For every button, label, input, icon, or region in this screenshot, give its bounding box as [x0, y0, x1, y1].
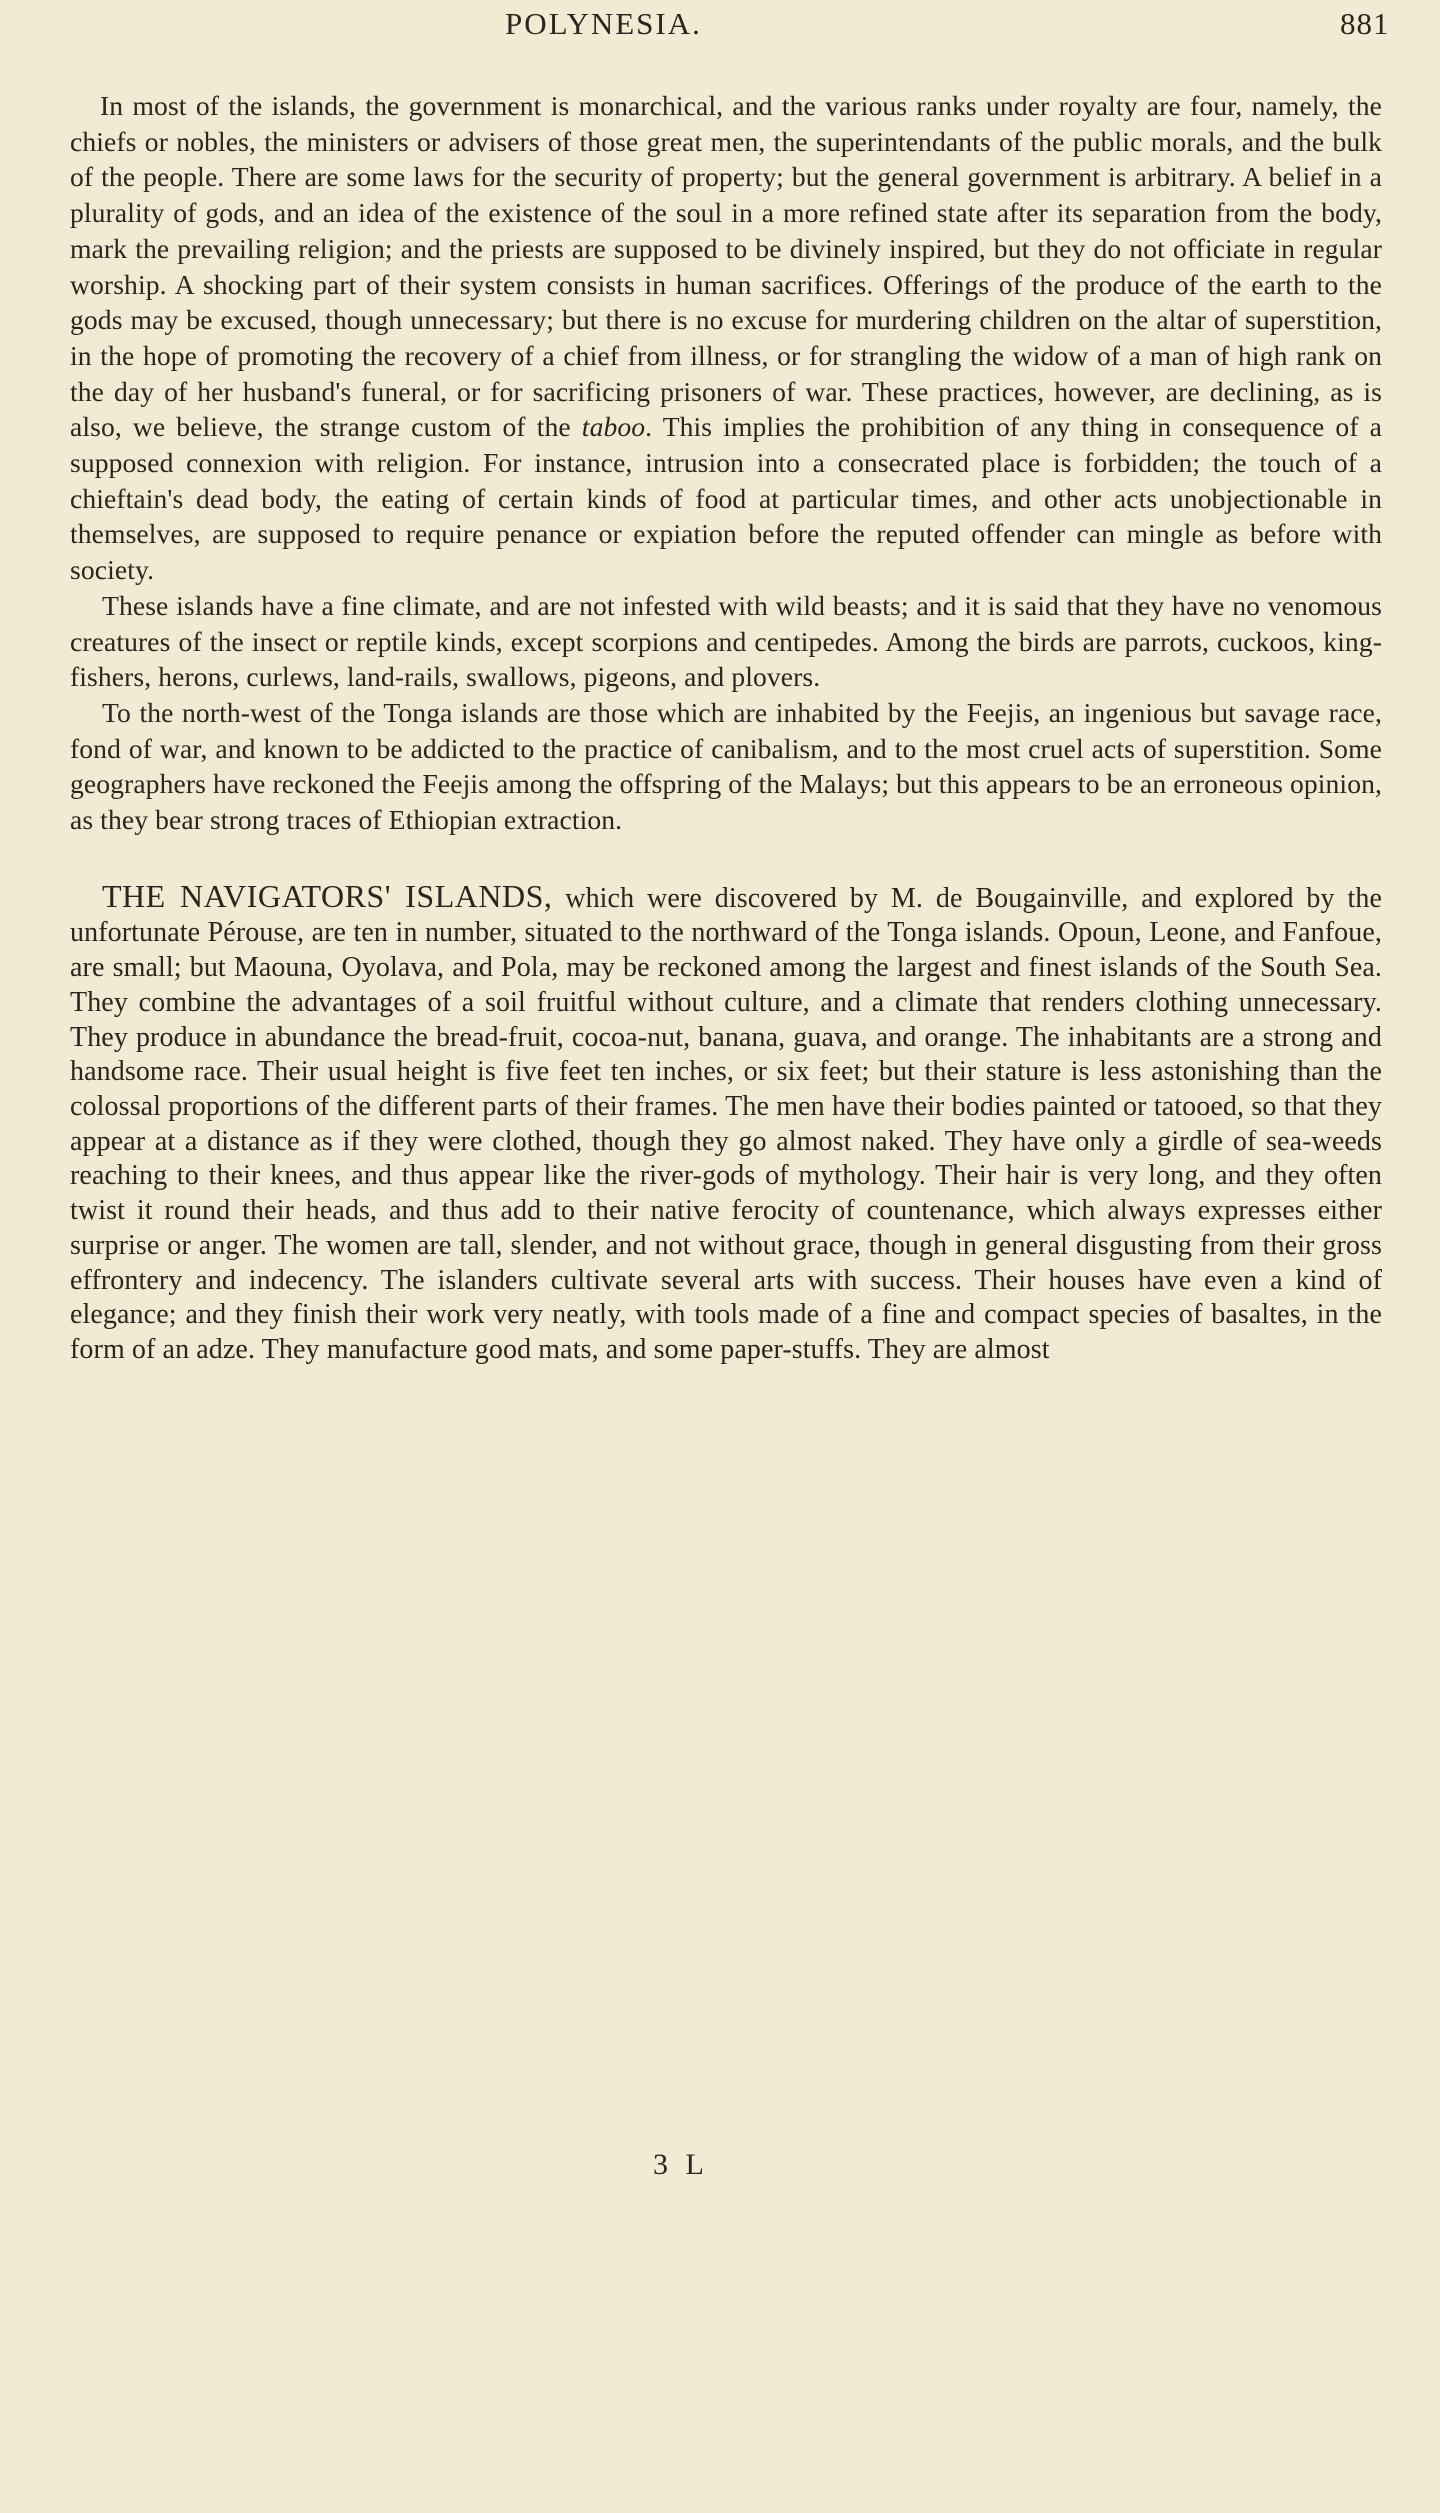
article-navigators-islands	[70, 879, 1382, 1368]
page-title: POLYNESIA.	[505, 6, 702, 41]
taboo-term: taboo	[581, 411, 646, 443]
body-text	[70, 88, 1382, 1368]
paragraph-feejis: To the north-west of the Tonga islands are those which are inhabited by the Feejis, an ingenious but savage race, fond of war, and known to be addicted to the practice of canibalism, and to the most cruel acts of superstition. Some geographers have reckoned the Feejis among the offspring of the Malays; but this appears to be an erroneous opinion, as they bear strong traces of Ethiopian extraction.	[70, 696, 1382, 836]
signature-mark: 3 L	[653, 2148, 709, 2181]
paragraph-government	[70, 88, 1382, 588]
page-number: 881	[1340, 6, 1390, 41]
paragraph-government-text: In most of the islands, the government is monarchical, and the various ranks under royalty are four, namely, the chiefs or nobles, the ministers or advisers of those great men, the superintendants of the public morals, and the bulk of the people. There are some laws for the security of property; but the general government is arbitrary. A belief in a plurality of gods, and an idea of the existence of the soul in a more refined state after its separation from the body, mark the prevailing religion; and the priests are supposed to be divinely inspired, but they do not officiate in regular worship. A shocking part of their system consists in human sacrifices. Offerings of the produce of the earth to the gods may be excused, though unnecessary; but there is no excuse for murdering children on the altar of superstition, in the hope of promoting the recovery of a chief from illness, or for strangling the widow of a man of high rank on the day of her husband's funeral, or for sacrificing prisoners of war. These practices, however, are declining, as is also, we believe, the strange custom of the	[70, 90, 1382, 443]
article-text: which were discovered by M. de Bougainville, and explored by the unfortunate Pérouse, are ten in number, situated to the northward of the Tonga islands. Opoun, Leone, and Fanfoue, are small; but Maouna, Oyolava, and Pola, may be reckoned among the largest and finest islands of the South Sea. They combine the advantages of a soil fruitful without culture, and a climate that renders clothing unnecessary. They produce in abundance the bread-fruit, cocoa-nut, banana, guava, and orange. The inhabitants are a strong and handsome race. Their usual height is five feet ten inches, or six feet; but their stature is less astonishing than the colossal proportions of the different parts of their frames. The men have their bodies painted or tatooed, so that they appear at a distance as if they were clothed, though they go almost naked. They have only a girdle of sea-weeds reaching to their knees, and thus appear like the river-gods of mythology. Their hair is very long, and they often twist it round their heads, and thus add to their native ferocity of countenance, which always expresses either surprise or anger. The women are tall, slender, and not without grace, though in general disgusting from their gross effrontery and indecency. The islanders cultivate several arts with success. Their houses have even a kind of elegance; and they finish their work very neatly, with tools made of a fine and compact species of basaltes, in the form of an adze. They manufacture good mats, and some paper-stuffs. They are almost	[70, 882, 1383, 1365]
paragraph-climate: These islands have a fine climate, and are not infested with wild beasts; and it is said that they have no venomous creatures of the insect or reptile kinds, except scorpions and centipedes. Among the birds are parrots, cuckoos, king-fishers, herons, curlews, land-rails, swallows, pigeons, and plovers.	[70, 589, 1382, 693]
running-head	[0, 6, 1440, 46]
paragraph-government-tail: . This implies the prohibition of any thing in consequence of a supposed connexion with religion. For instance, intrusion into a consecrated place is forbidden; the touch of a chieftain's dead body, the eating of certain kinds of food at particular times, and other acts unobjectionable in themselves, are supposed to require penance or expiation before the reputed offender can mingle as before with society.	[70, 411, 1383, 586]
article-lead: THE NAVIGATORS' ISLANDS,	[102, 877, 553, 914]
